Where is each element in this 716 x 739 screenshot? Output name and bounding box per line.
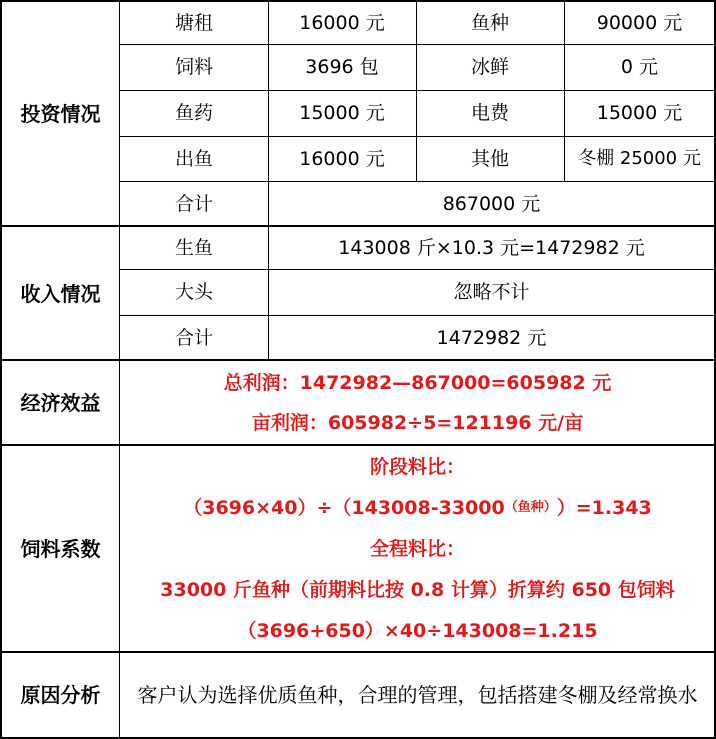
inv-total-label: 合计 (174, 192, 213, 215)
full-ratio-line1: 33000 斤鱼种（前期料比按 0.8 计算）折算约 650 包饲料 (160, 578, 675, 601)
inv-value: 15000 元 (596, 102, 683, 125)
inv-value: 3696 包 (305, 56, 379, 79)
stage-formula-note: （鱼种） (504, 499, 557, 515)
label-column-divider (119, 0, 120, 739)
border-left (0, 0, 2, 739)
section-divider (0, 359, 716, 361)
inv-value: 16000 元 (299, 11, 385, 34)
inv-key: 出鱼 (174, 147, 213, 170)
column-divider (564, 0, 565, 182)
income-key: 大头 (174, 281, 213, 304)
section-divider (0, 225, 716, 227)
column-divider (268, 227, 269, 360)
inv-value: 冬棚 25000 元 (578, 148, 701, 170)
row-divider (119, 136, 716, 137)
row-divider (119, 315, 716, 316)
income-key: 合计 (174, 326, 213, 349)
section-label-income: 收入情况 (20, 281, 101, 306)
inv-total-value: 867000 元 (442, 192, 541, 215)
inv-key: 其他 (470, 147, 509, 170)
column-divider (416, 0, 417, 182)
section-label-feed: 饲料系数 (20, 537, 101, 561)
inv-key: 电费 (470, 102, 509, 125)
inv-key: 冰鲜 (470, 56, 509, 79)
section-divider (0, 444, 716, 446)
inv-key: 饲料 (174, 56, 213, 79)
inv-value: 0 元 (620, 56, 659, 79)
column-divider (268, 0, 269, 227)
full-ratio-title: 全程料比： (369, 537, 465, 560)
inv-value: 15000 元 (299, 102, 385, 125)
income-key: 生鱼 (174, 236, 213, 259)
per-mu-profit-line: 亩利润：605982÷5=121196 元/亩 (251, 411, 584, 434)
row-divider (119, 181, 716, 182)
stage-formula-part-b: ）=1.343 (556, 496, 652, 519)
total-profit-line: 总利润：1472982—867000=605982 元 (223, 371, 612, 394)
row-divider (119, 90, 716, 91)
stage-formula-part-a: （3696×40）÷（143008-33000 (183, 496, 505, 519)
row-divider (119, 269, 716, 270)
stage-ratio-title: 阶段料比： (369, 455, 465, 478)
income-value: 忽略不计 (453, 281, 530, 304)
inv-key: 鱼药 (174, 102, 213, 125)
inv-value: 90000 元 (596, 11, 683, 34)
full-ratio-line2: （3696+650）×40÷143008=1.215 (237, 619, 598, 642)
inv-key: 塘租 (174, 11, 213, 34)
row-divider (119, 44, 716, 45)
section-label-reason: 原因分析 (20, 683, 101, 707)
income-value: 1472982 元 (436, 326, 547, 349)
section-label-benefit: 经济效益 (20, 391, 101, 415)
inv-value: 16000 元 (299, 147, 385, 170)
inv-key: 鱼种 (470, 11, 509, 34)
reason-text: 客户认为选择优质鱼种，合理的管理，包括搭建冬棚及经常换水 (137, 683, 698, 707)
border-top (0, 0, 716, 2)
stage-ratio-formula (120, 487, 715, 529)
income-value: 143008 斤×10.3 元=1472982 元 (338, 236, 645, 259)
section-divider (0, 651, 716, 653)
section-label-investment: 投资情况 (20, 102, 101, 126)
